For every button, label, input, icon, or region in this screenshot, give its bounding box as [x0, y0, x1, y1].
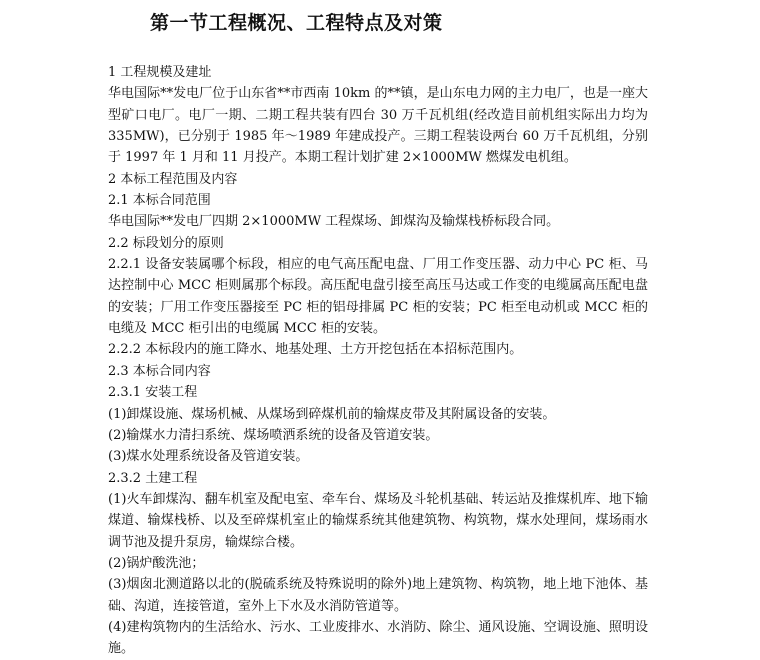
heading-2-1: 2.1 本标合同范围: [108, 193, 211, 209]
heading-2: 2 本标工程范围及内容: [108, 171, 238, 187]
heading-2-3-2: 2.3.2 土建工程: [108, 470, 198, 486]
paragraph-2-2-1: 2.2.1 设备安装属哪个标段，相应的电气高压配电盘、厂用工作变压器、动力中心 PC 柜、马达控制中心 MCC 柜则属那个标段。高压配电盘引接至高压马达或工作变的电缆属高压配电盘的安装；厂用工作变压器接至 PC 柜的铝母排属 PC 柜的安装；PC 柜至电动机或 MCC 柜的电缆及 MCC 柜引出的电缆属 MCC 柜的安装。: [108, 257, 648, 337]
list-item: (2)输煤水力清扫系统、煤场喷洒系统的设备及管道安装。: [108, 427, 439, 443]
heading-1: 1 工程规模及建址: [108, 65, 212, 80]
list-item: (1)火车卸煤沟、翻车机室及配电室、牵车台、煤场及斗轮机基础、转运站及推煤机库、地下输煤道、输煤栈桥、以及至碎煤机室止的输煤系统其他建筑物、构筑物，煤水处理间，煤场雨水调节池及提升泵房，输煤综合楼。: [108, 491, 648, 550]
document-body: [108, 62, 648, 660]
list-item: (2)锅炉酸洗池；: [108, 555, 205, 571]
paragraph-project-scale: 华电国际**发电厂位于山东省**市西南 10km 的**镇，是山东电力网的主力电厂，也是一座大型矿口电厂。电厂一期、二期工程共装有四台 30 万千瓦机组(经改造目前机组实际出力均为 335MW)，已分别于 1985 年～1989 年建成投产。三期工程装设两台 60 万千瓦机组，分别于 1997 年 1 月和 11 月投产。本期工程计划扩建 2×1000MW 燃煤发电机组。: [108, 86, 648, 166]
paragraph-2-2-2: 2.2.2 本标段内的施工降水、地基处理、土方开挖包括在本招标范围内。: [108, 342, 523, 358]
paragraph-contract-scope: 华电国际**发电厂四期 2×1000MW 工程煤场、卸煤沟及输煤栈桥标段合同。: [108, 214, 560, 230]
section-title: 第一节工程概况、工程特点及对策: [150, 12, 443, 34]
list-item: (3)煤水处理系统设备及管道安装。: [108, 449, 309, 465]
heading-2-2: 2.2 标段划分的原则: [108, 235, 224, 251]
list-item: (4)建构筑物内的生活给水、污水、工业废排水、水消防、除尘、通风设施、空调设施、照明设施。: [108, 619, 648, 657]
heading-2-3-1: 2.3.1 安装工程: [108, 385, 198, 401]
heading-2-3: 2.3 本标合同内容: [108, 363, 211, 379]
list-item: (1)卸煤设施、煤场机械、从煤场到碎煤机前的输煤皮带及其附属设备的安装。: [108, 406, 556, 422]
list-item: (3)烟囱北测道路以北的(脱硫系统及特殊说明的除外)地上建筑物、构筑物，地上地下池体、基础、沟道，连接管道，室外上下水及水消防管道等。: [108, 577, 648, 614]
